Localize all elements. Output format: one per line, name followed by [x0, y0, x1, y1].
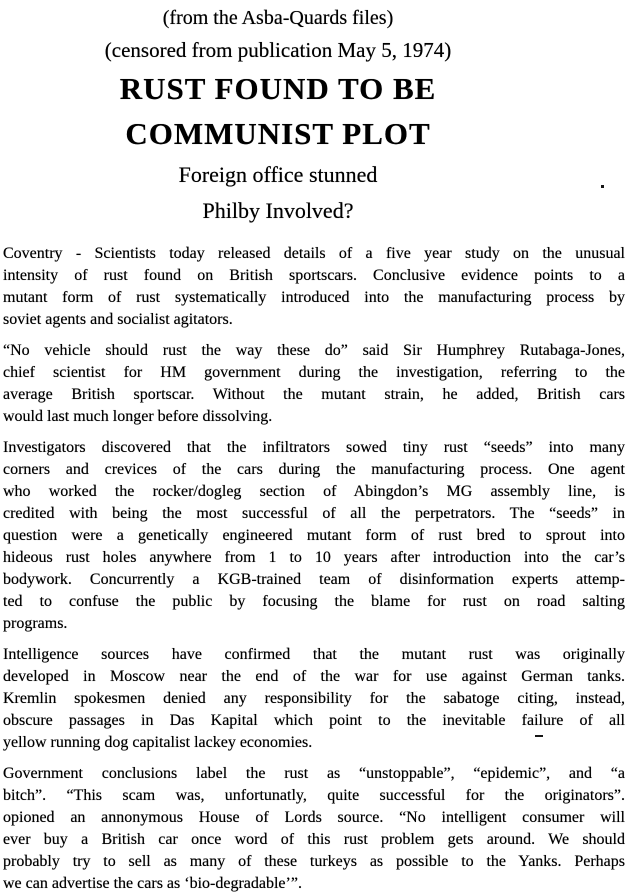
article-paragraph-4 — [3, 644, 625, 754]
censor-note: (censored from publication May 5, 1974) — [104, 38, 452, 62]
text-line: question were a genetically engineered mutant form of rust bred to sprout into — [3, 527, 625, 544]
text-line: who worked the rocker/dogleg section of Abingdon’s MG assembly line, is — [3, 483, 625, 500]
text-line: probably try to sell as many of these turkeys as possible to the Yanks. Perhaps — [3, 853, 625, 870]
text-line: Kremlin spokesmen denied any responsibility for the sabatoge citing, instead, — [3, 690, 625, 707]
text-line: soviet agents and socialist agitators. — [3, 311, 233, 328]
source-note: (from the Asba-Quards files) — [162, 7, 394, 29]
text-line: average British sportscar. Without the mutant strain, he added, British cars — [3, 386, 625, 403]
text-line: ever buy a British car once word of this rust problem gets around. We should — [3, 831, 625, 848]
text-line: Government conclusions label the rust as “unstoppable”, “epidemic”, and “a — [3, 765, 625, 782]
text-line: intensity of rust found on British sportscars. Conclusive evidence points to a — [3, 267, 625, 284]
text-line: developed in Moscow near the end of the war for use against German tanks. — [3, 668, 625, 685]
text-line: yellow running dog capitalist lackey economies. — [3, 734, 313, 751]
text-line: Coventry - Scientists today released details of a five year study on the unusual — [3, 245, 625, 262]
text-line: Investigators discovered that the infiltrators sowed tiny rust “seeds” into many — [3, 439, 625, 456]
scan-speck-dot — [601, 185, 604, 188]
text-line: would last much longer before dissolving. — [3, 408, 273, 425]
text-line: ted to confuse the public by focusing the blame for rust on road salting — [3, 593, 625, 610]
text-line: hideous rust holes anywhere from 1 to 10 years after introduction into the car’s — [3, 549, 625, 566]
text-line: bodywork. Concurrently a KGB-trained team of disinformation experts attemp- — [3, 571, 625, 588]
text-line: we can advertise the cars as ‘bio-degradable’”. — [3, 875, 302, 892]
article-paragraph-2 — [3, 340, 625, 428]
text-line: Intelligence sources have confirmed that the mutant rust was originally — [3, 646, 625, 663]
article-paragraph-5 — [3, 763, 625, 895]
subheadline-2: Philby Involved? — [202, 198, 354, 223]
subheadline-1: Foreign office stunned — [178, 162, 378, 187]
scan-speck-dash — [535, 735, 543, 737]
headline-line1: RUST FOUND TO BE — [119, 71, 437, 106]
headline-line2: COMMUNIST PLOT — [125, 116, 431, 151]
text-line: programs. — [3, 615, 68, 632]
article-body — [3, 243, 625, 895]
article-paragraph-3 — [3, 437, 625, 635]
text-line: “No vehicle should rust the way these do” said Sir Humphrey Rutabaga-Jones, — [3, 342, 625, 359]
text-line: mutant form of rust systematically introduced into the manufacturing process by — [3, 289, 625, 306]
text-line: corners and crevices of the cars during the manufacturing process. One agent — [3, 461, 625, 478]
text-line: obscure passages in Das Kapital which point to the inevitable failure of all — [3, 712, 625, 729]
article-paragraph-1 — [3, 243, 625, 331]
text-line: bitch”. “This scam was, unfortunatly, quite successful for the originators”. — [3, 787, 625, 804]
text-line: credited with being the most successful of all the perpetrators. The “seeds” in — [3, 505, 625, 522]
article-masthead — [3, 2, 553, 227]
text-line: chief scientist for HM government during the investigation, referring to the — [3, 364, 625, 381]
text-line: opioned an annonymous House of Lords source. “No intelligent consumer will — [3, 809, 625, 826]
